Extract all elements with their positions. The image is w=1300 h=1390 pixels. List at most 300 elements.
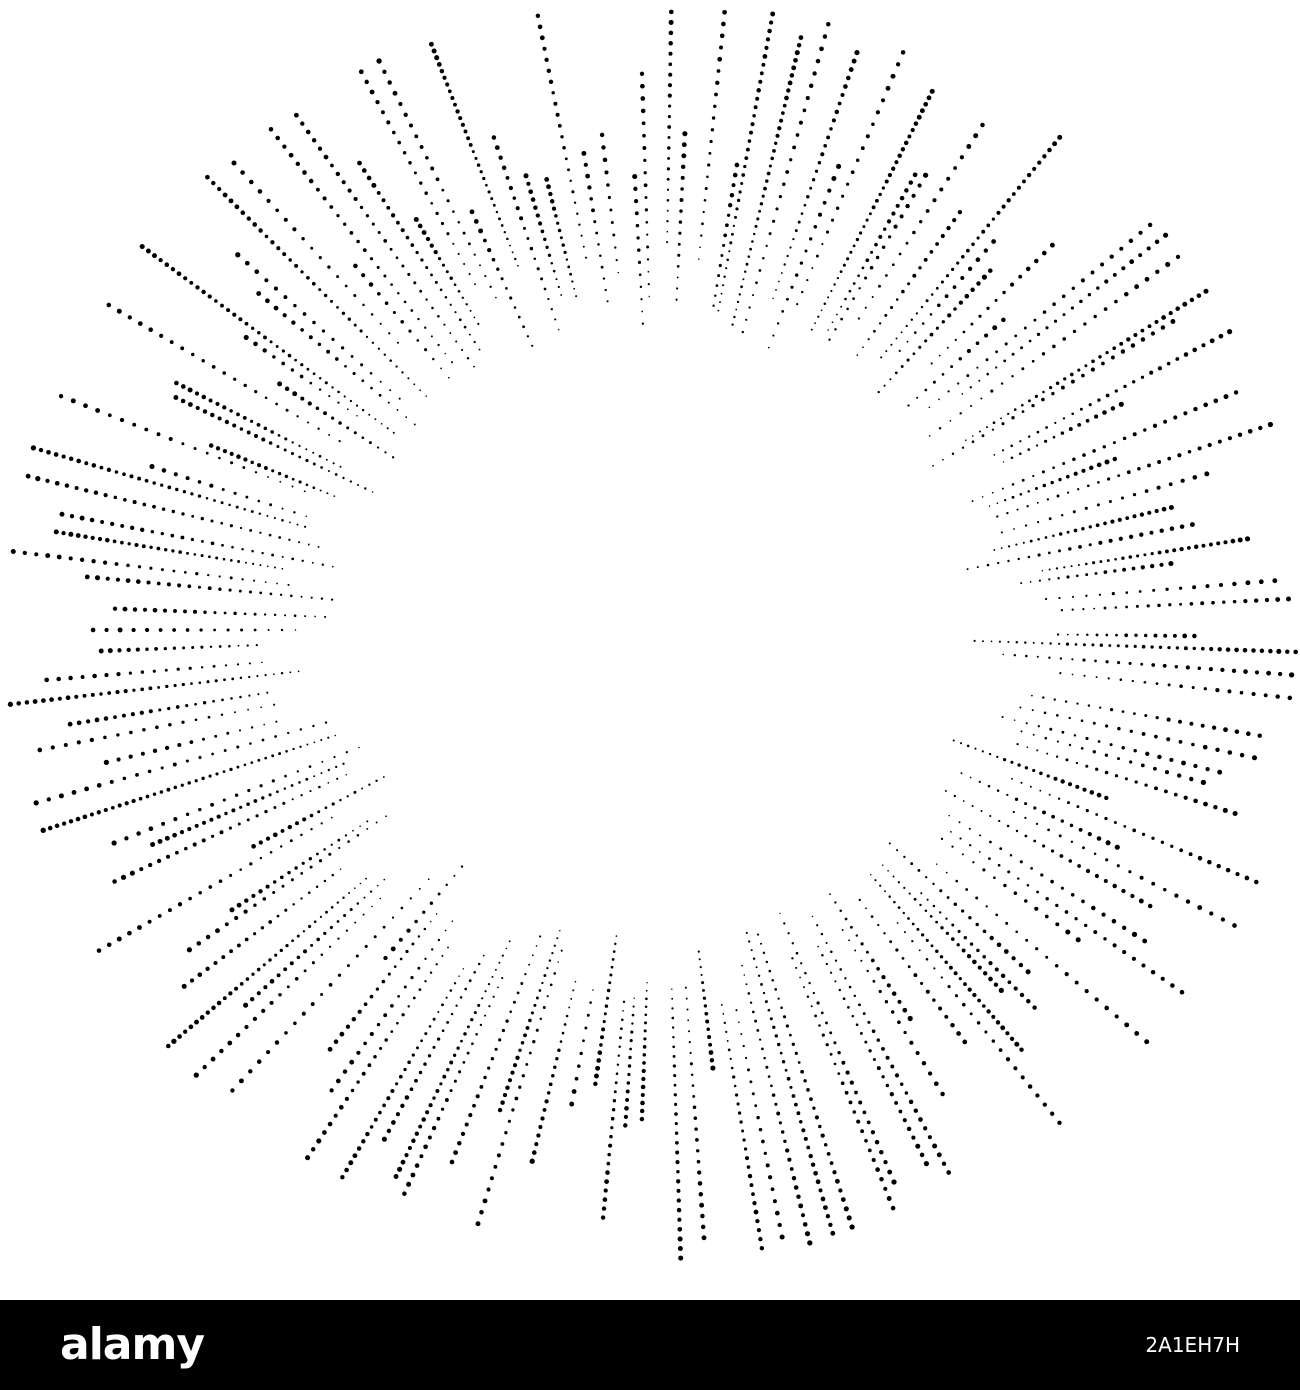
burst-dot — [1192, 348, 1197, 353]
burst-dot — [230, 576, 233, 579]
burst-dot — [595, 232, 598, 235]
burst-dot — [1149, 371, 1153, 375]
burst-dot — [501, 1142, 505, 1146]
burst-dot — [643, 159, 646, 162]
burst-dot — [450, 1089, 453, 1092]
dot-ray — [149, 464, 306, 517]
burst-dot — [1098, 541, 1102, 545]
burst-dot — [756, 217, 759, 220]
burst-dot — [1212, 726, 1216, 730]
burst-dot — [376, 822, 378, 824]
burst-dot — [323, 932, 326, 935]
burst-dot — [677, 1208, 682, 1213]
dot-ray — [829, 893, 913, 1021]
burst-dot — [940, 1092, 944, 1096]
burst-dot — [257, 463, 261, 467]
burst-dot — [685, 987, 687, 989]
burst-dot — [920, 1153, 925, 1158]
dot-ray — [996, 422, 1273, 518]
burst-dot — [645, 1006, 648, 1009]
burst-dot — [1136, 554, 1139, 557]
burst-dot — [540, 277, 543, 280]
burst-dot — [603, 277, 605, 279]
burst-dot — [819, 46, 824, 51]
burst-dot — [893, 901, 896, 904]
burst-dot — [356, 1051, 360, 1055]
burst-dot — [193, 610, 197, 614]
burst-dot — [306, 276, 310, 280]
burst-dot — [723, 234, 727, 238]
burst-dot — [292, 227, 296, 231]
burst-dot — [1189, 722, 1193, 726]
burst-dot — [1072, 287, 1075, 290]
burst-dot — [382, 70, 386, 74]
burst-dot — [508, 1120, 511, 1123]
burst-dot — [1192, 475, 1197, 480]
burst-dot — [548, 254, 551, 257]
burst-dot — [1122, 926, 1126, 930]
burst-dot — [1264, 693, 1268, 697]
burst-dot — [274, 735, 277, 738]
burst-dot — [455, 109, 459, 113]
burst-dot — [240, 677, 242, 679]
burst-dot — [700, 966, 702, 968]
burst-dot — [344, 1168, 349, 1173]
burst-dot — [547, 298, 549, 300]
burst-dot — [513, 1063, 517, 1067]
burst-dot — [448, 377, 450, 379]
burst-dot — [711, 128, 714, 131]
burst-dot — [1037, 160, 1041, 164]
burst-dot — [1122, 568, 1126, 572]
burst-dot — [1119, 402, 1124, 407]
burst-dot — [698, 258, 699, 259]
burst-dot — [239, 696, 242, 699]
burst-dot — [273, 673, 275, 675]
burst-dot — [1180, 990, 1185, 995]
burst-dot — [786, 255, 788, 257]
burst-dot — [344, 365, 347, 368]
burst-dot — [1082, 788, 1086, 792]
burst-dot — [120, 541, 124, 545]
burst-dot — [839, 909, 842, 912]
burst-dot — [124, 836, 128, 840]
burst-dot — [221, 713, 223, 715]
burst-dot — [1045, 956, 1048, 959]
burst-dot — [722, 244, 725, 247]
burst-dot — [401, 228, 405, 232]
burst-dot — [830, 972, 832, 974]
burst-dot — [784, 96, 789, 101]
burst-dot — [749, 248, 752, 251]
burst-dot — [300, 121, 304, 125]
burst-dot — [1234, 648, 1239, 653]
burst-dot — [854, 950, 856, 952]
burst-dot — [223, 996, 227, 1000]
burst-dot — [157, 859, 161, 863]
burst-dot — [520, 982, 523, 985]
burst-dot — [1198, 856, 1203, 861]
burst-dot — [725, 223, 729, 227]
burst-dot — [389, 359, 392, 362]
burst-dot — [769, 164, 772, 167]
burst-dot — [216, 446, 220, 450]
burst-dot — [1235, 729, 1240, 734]
burst-dot — [149, 567, 152, 570]
burst-dot — [946, 177, 950, 181]
burst-dot — [277, 915, 280, 918]
burst-dot — [283, 295, 287, 299]
burst-dot — [189, 1025, 194, 1030]
burst-dot — [805, 250, 808, 253]
burst-dot — [501, 977, 503, 979]
burst-dot — [435, 212, 438, 215]
burst-dot — [1057, 577, 1059, 579]
burst-dot — [589, 1001, 592, 1004]
burst-dot — [275, 208, 279, 212]
burst-dot — [986, 307, 989, 310]
burst-dot — [686, 1008, 688, 1010]
burst-dot — [744, 974, 746, 976]
burst-dot — [879, 990, 882, 993]
burst-dot — [768, 1175, 772, 1179]
burst-dot — [430, 243, 434, 247]
burst-dot — [1113, 441, 1116, 444]
burst-dot — [1160, 529, 1164, 533]
burst-dot — [379, 1047, 382, 1050]
burst-dot — [95, 408, 100, 413]
burst-dot — [968, 916, 971, 919]
burst-dot — [1166, 737, 1170, 741]
burst-dot — [368, 414, 370, 416]
burst-dot — [960, 742, 962, 744]
burst-dot — [543, 1108, 547, 1112]
burst-dot — [1161, 325, 1166, 330]
burst-dot — [1245, 876, 1250, 881]
burst-dot — [292, 798, 294, 800]
burst-dot — [408, 330, 411, 333]
burst-dot — [1067, 492, 1069, 494]
burst-dot — [544, 177, 549, 182]
burst-dot — [624, 1115, 628, 1119]
burst-dot — [1055, 922, 1059, 926]
burst-dot — [442, 76, 446, 80]
dot-ray — [353, 264, 450, 379]
burst-dot — [714, 93, 718, 97]
burst-dot — [495, 145, 500, 150]
burst-dot — [1094, 660, 1097, 663]
burst-dot — [95, 718, 100, 723]
burst-dot — [998, 820, 1000, 822]
burst-dot — [781, 310, 784, 313]
burst-dot — [641, 311, 643, 313]
burst-dot — [206, 680, 209, 683]
burst-dot — [270, 340, 273, 343]
burst-dot — [498, 1038, 501, 1041]
burst-dot — [270, 430, 274, 434]
burst-dot — [864, 276, 867, 279]
burst-dot — [328, 1047, 333, 1052]
burst-dot — [536, 1029, 539, 1032]
burst-dot — [896, 62, 900, 66]
burst-dot — [414, 920, 418, 924]
burst-dot — [46, 450, 51, 455]
burst-dot — [1001, 382, 1003, 384]
burst-dot — [347, 964, 350, 967]
burst-dot — [1069, 744, 1071, 746]
burst-dot — [1010, 854, 1013, 857]
burst-dot — [595, 1066, 600, 1071]
burst-dot — [633, 1006, 635, 1008]
burst-dot — [160, 484, 163, 487]
burst-dot — [1124, 633, 1128, 637]
burst-dot — [1226, 647, 1231, 652]
burst-dot — [376, 58, 381, 63]
burst-dot — [297, 935, 300, 938]
burst-dot — [399, 1075, 403, 1079]
burst-dot — [100, 520, 104, 524]
burst-dot — [1139, 899, 1144, 904]
dot-ray — [1031, 695, 1262, 738]
burst-dot — [144, 428, 148, 432]
burst-dot — [459, 318, 462, 321]
burst-dot — [1027, 448, 1030, 451]
burst-dot — [603, 1197, 608, 1202]
burst-dot — [1154, 786, 1158, 790]
burst-dot — [1042, 154, 1046, 158]
burst-dot — [1125, 606, 1128, 609]
burst-dot — [911, 318, 913, 320]
burst-dot — [488, 190, 491, 193]
burst-dot — [1069, 427, 1073, 431]
burst-dot — [607, 989, 610, 992]
burst-dot — [261, 1009, 265, 1013]
burst-dot — [423, 1144, 428, 1149]
burst-dot — [961, 772, 963, 774]
burst-dot — [330, 300, 333, 303]
burst-dot — [425, 395, 427, 397]
dot-ray — [1002, 716, 1223, 775]
burst-dot — [243, 416, 247, 420]
burst-dot — [941, 838, 943, 840]
burst-dot — [1086, 634, 1089, 637]
burst-dot — [1001, 318, 1006, 323]
burst-dot — [1082, 659, 1085, 662]
burst-dot — [265, 674, 267, 676]
burst-dot — [926, 209, 930, 213]
burst-dot — [502, 166, 507, 171]
burst-dot — [1117, 727, 1121, 731]
burst-dot — [413, 383, 415, 385]
burst-dot — [138, 565, 141, 568]
burst-dot — [729, 241, 732, 244]
burst-dot — [446, 232, 449, 235]
burst-dot — [358, 747, 360, 749]
burst-dot — [410, 976, 413, 979]
burst-dot — [385, 815, 387, 817]
burst-dot — [323, 411, 327, 415]
burst-dot — [1193, 764, 1197, 768]
burst-dot — [424, 327, 426, 329]
burst-dot — [1144, 1039, 1149, 1044]
burst-dot — [90, 518, 95, 523]
burst-dot — [748, 940, 750, 942]
burst-dot — [926, 299, 929, 302]
burst-dot — [597, 1050, 602, 1055]
burst-dot — [1021, 730, 1023, 732]
burst-dot — [474, 157, 477, 160]
burst-dot — [99, 692, 102, 695]
dot-ray — [897, 922, 1062, 1125]
burst-dot — [941, 280, 944, 283]
burst-dot — [321, 953, 324, 956]
burst-dot — [907, 1127, 912, 1132]
burst-dot — [1015, 931, 1018, 934]
burst-dot — [291, 558, 294, 561]
burst-dot — [644, 1013, 647, 1016]
dot-ray — [941, 838, 1081, 943]
burst-dot — [430, 972, 432, 974]
burst-dot — [1218, 440, 1222, 444]
burst-dot — [1209, 647, 1213, 651]
burst-dot — [1043, 310, 1047, 314]
burst-dot — [1091, 368, 1095, 372]
burst-dot — [370, 1032, 374, 1036]
burst-dot — [801, 1128, 805, 1132]
burst-dot — [404, 301, 407, 304]
burst-dot — [269, 503, 272, 506]
burst-dot — [1030, 540, 1033, 543]
burst-dot — [16, 701, 21, 706]
burst-dot — [692, 1084, 695, 1087]
burst-dot — [737, 199, 740, 202]
burst-dot — [865, 258, 869, 262]
burst-dot — [816, 255, 819, 258]
burst-dot — [1255, 670, 1259, 674]
burst-dot — [531, 345, 533, 347]
burst-dot — [76, 817, 81, 822]
burst-dot — [959, 837, 961, 839]
burst-dot — [953, 285, 957, 289]
burst-dot — [276, 345, 279, 348]
burst-dot — [752, 294, 754, 296]
burst-dot — [716, 284, 719, 287]
burst-dot — [828, 339, 830, 341]
dot-ray — [742, 22, 831, 333]
burst-dot — [769, 20, 773, 24]
burst-dot — [1190, 602, 1194, 606]
burst-dot — [512, 251, 514, 253]
burst-dot — [1044, 711, 1047, 714]
burst-dot — [856, 934, 858, 936]
burst-dot — [253, 903, 256, 906]
burst-dot — [195, 391, 199, 395]
burst-dot — [996, 515, 998, 517]
burst-dot — [380, 381, 382, 383]
burst-dot — [141, 670, 144, 673]
burst-dot — [816, 924, 818, 926]
burst-dot — [1090, 790, 1095, 795]
burst-dot — [865, 307, 867, 309]
burst-dot — [190, 682, 193, 685]
burst-dot — [491, 1057, 494, 1060]
burst-dot — [710, 1058, 715, 1063]
burst-dot — [514, 258, 516, 260]
burst-dot — [397, 1167, 402, 1172]
burst-dot — [837, 277, 839, 279]
burst-dot — [1132, 567, 1136, 571]
burst-dot — [697, 1170, 701, 1174]
burst-dot — [1285, 649, 1289, 653]
burst-dot — [952, 218, 956, 222]
burst-dot — [1163, 664, 1167, 668]
burst-dot — [892, 263, 895, 266]
burst-dot — [235, 252, 240, 257]
burst-dot — [680, 198, 684, 202]
burst-dot — [1151, 331, 1155, 335]
burst-dot — [479, 1085, 483, 1089]
burst-dot — [336, 275, 339, 278]
burst-dot — [1138, 253, 1142, 257]
burst-dot — [300, 728, 302, 730]
burst-dot — [377, 446, 379, 448]
burst-dot — [787, 1077, 791, 1081]
burst-dot — [547, 69, 551, 73]
burst-dot — [242, 466, 245, 469]
burst-dot — [1108, 677, 1110, 679]
burst-dot — [214, 735, 217, 738]
burst-dot — [1030, 581, 1032, 583]
burst-dot — [1038, 553, 1041, 556]
burst-dot — [1259, 579, 1264, 584]
burst-dot — [458, 1070, 461, 1073]
burst-dot — [745, 1156, 749, 1160]
burst-dot — [395, 365, 397, 367]
dot-ray — [376, 58, 496, 298]
burst-dot — [321, 772, 323, 774]
burst-dot — [115, 562, 119, 566]
burst-dot — [606, 183, 610, 187]
burst-dot — [258, 189, 263, 194]
burst-dot — [430, 167, 434, 171]
burst-dot — [1027, 746, 1029, 748]
burst-dot — [1024, 817, 1026, 819]
burst-dot — [268, 958, 271, 961]
burst-dot — [1077, 488, 1079, 490]
burst-dot — [969, 844, 971, 846]
burst-dot — [171, 549, 174, 552]
burst-dot — [181, 384, 186, 389]
burst-dot — [1003, 758, 1006, 761]
burst-dot — [709, 1050, 714, 1055]
burst-dot — [764, 1152, 767, 1155]
burst-dot — [993, 876, 996, 879]
burst-dot — [1209, 911, 1213, 915]
burst-dot — [531, 197, 536, 202]
burst-dot — [863, 1012, 866, 1015]
burst-dot — [492, 258, 496, 262]
burst-dot — [965, 439, 967, 441]
burst-dot — [826, 1214, 830, 1218]
burst-dot — [728, 250, 730, 252]
burst-dot — [224, 612, 227, 615]
burst-dot — [90, 738, 94, 742]
burst-dot — [263, 985, 267, 989]
burst-dot — [667, 199, 670, 202]
burst-dot — [266, 515, 268, 517]
burst-dot — [849, 67, 854, 72]
burst-dot — [968, 267, 972, 271]
